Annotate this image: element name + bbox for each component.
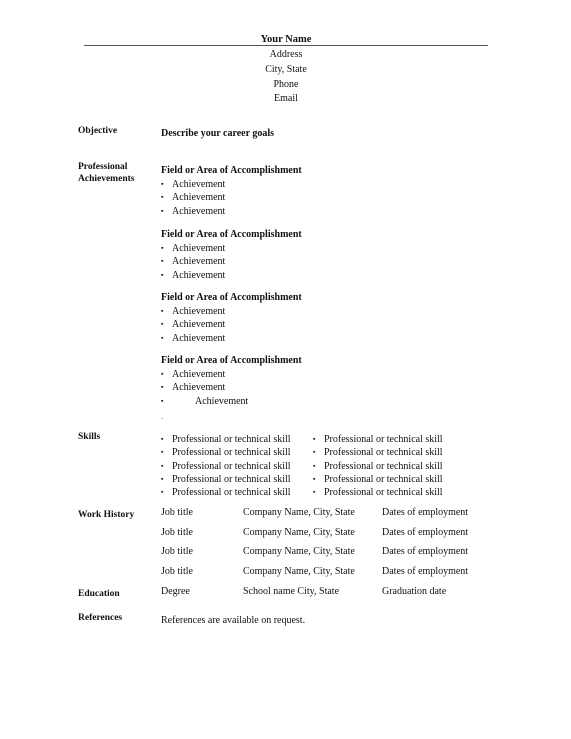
job-title: Job title (161, 566, 193, 577)
bullet-icon: ▪ (161, 244, 164, 252)
achievement-item: ▪ Achievement (161, 256, 226, 268)
skill-item: ▪ Professional or technical skill (313, 473, 443, 485)
achievement-item: ▪ Achievement (161, 306, 226, 317)
skill-item: ▪ Professional or technical skill (161, 434, 291, 445)
achievement-item: ▪ Achievement (161, 243, 226, 254)
skill-item: ▪ Professional or technical skill (313, 460, 443, 472)
skills-label: Skills (78, 432, 101, 442)
bullet-icon: ▪ (161, 320, 164, 329)
bullet-icon: ▪ (161, 435, 164, 443)
bullet-icon: ▪ (161, 383, 164, 392)
references-text: References are available on request. (161, 615, 306, 626)
bullet-icon: ▪ (313, 435, 316, 443)
achievement-item: ▪ Achievement (161, 192, 226, 204)
city-state: City, State (265, 63, 307, 75)
work-history-row (161, 526, 491, 540)
work-history-row (161, 506, 491, 520)
achievement-group-title: Field or Area of Accomplishment (161, 355, 302, 366)
achievement-group-title: Field or Area of Accomplishment (161, 292, 302, 303)
achievement-group (161, 228, 302, 282)
achievement-item: ▪ Achievement (161, 319, 226, 331)
job-title: Job title (161, 507, 193, 518)
bullet-icon: ▪ (161, 461, 164, 470)
bullet-icon: ▪ (161, 193, 164, 202)
achievement-item: ▪ Achievement (161, 269, 226, 281)
employment-dates: Dates of employment (382, 566, 469, 577)
header-divider (84, 45, 488, 46)
bullet-icon: ▪ (161, 270, 164, 279)
skill-item: ▪ Professional or technical skill (313, 487, 443, 499)
job-title: Job title (161, 527, 193, 538)
work-history-row (161, 565, 491, 579)
degree: Degree (161, 586, 190, 597)
job-title: Job title (161, 546, 193, 557)
bullet-icon: ▪ (161, 257, 164, 266)
bullet-icon: ▪ (313, 448, 316, 457)
skill-item: ▪ Professional or technical skill (313, 447, 443, 459)
skill-item: ▪ Professional or technical skill (161, 447, 291, 459)
school: School name City, State (243, 586, 340, 597)
achievement-group (161, 291, 302, 345)
trailing-mark: . (161, 412, 163, 421)
email: Email (274, 93, 298, 105)
achievement-item: ▪ Achievement (161, 369, 226, 380)
achievement-group-title: Field or Area of Accomplishment (161, 229, 302, 240)
objective-text: Describe your career goals (161, 128, 275, 139)
bullet-icon: ▪ (313, 461, 316, 470)
bullet-icon: ▪ (161, 488, 164, 497)
education-row (161, 585, 491, 599)
graduation-date: Graduation date (382, 586, 447, 597)
company: Company Name, City, State (243, 546, 355, 557)
bullet-icon: ▪ (161, 333, 164, 342)
skill-item: ▪ Professional or technical skill (161, 473, 291, 485)
achievements-label: Professional Achievements (78, 162, 135, 184)
candidate-name: Your Name (260, 34, 312, 45)
bullet-icon: ▪ (161, 307, 164, 315)
achievement-item: ▪ Achievement (161, 179, 226, 190)
skill-item: ▪ Professional or technical skill (161, 487, 291, 499)
skills-column-right (313, 433, 463, 499)
bullet-icon: ▪ (161, 474, 164, 483)
work-history-label: Work History (78, 510, 135, 520)
objective-label: Objective (78, 126, 118, 136)
achievement-group (161, 354, 302, 408)
bullet-icon: ▪ (161, 448, 164, 457)
employment-dates: Dates of employment (382, 527, 469, 538)
references-label: References (78, 613, 123, 623)
bullet-icon: ▪ (161, 180, 164, 188)
company: Company Name, City, State (243, 507, 355, 518)
skills-column-left (161, 433, 311, 499)
contact-block (84, 48, 488, 107)
work-history-row (161, 545, 491, 559)
employment-dates: Dates of employment (382, 507, 469, 518)
company: Company Name, City, State (243, 566, 355, 577)
company: Company Name, City, State (243, 527, 355, 538)
bullet-icon: ▪ (313, 474, 316, 483)
skill-item: ▪ Professional or technical skill (161, 460, 291, 472)
achievement-item: ▪ Achievement (161, 332, 226, 344)
achievement-group (161, 164, 302, 218)
achievement-item: ▪ Achievement (161, 382, 226, 394)
bullet-icon: ▪ (161, 396, 164, 405)
achievement-group-title: Field or Area of Accomplishment (161, 165, 302, 176)
phone: Phone (273, 78, 299, 90)
education-label: Education (78, 589, 120, 599)
achievement-item: ▪ Achievement (161, 395, 249, 407)
skill-item: ▪ Professional or technical skill (313, 434, 443, 445)
achievement-item: ▪ Achievement (161, 205, 226, 217)
bullet-icon: ▪ (161, 206, 164, 215)
address: Address (269, 49, 303, 60)
employment-dates: Dates of employment (382, 546, 469, 557)
bullet-icon: ▪ (161, 370, 164, 378)
bullet-icon: ▪ (313, 488, 316, 497)
